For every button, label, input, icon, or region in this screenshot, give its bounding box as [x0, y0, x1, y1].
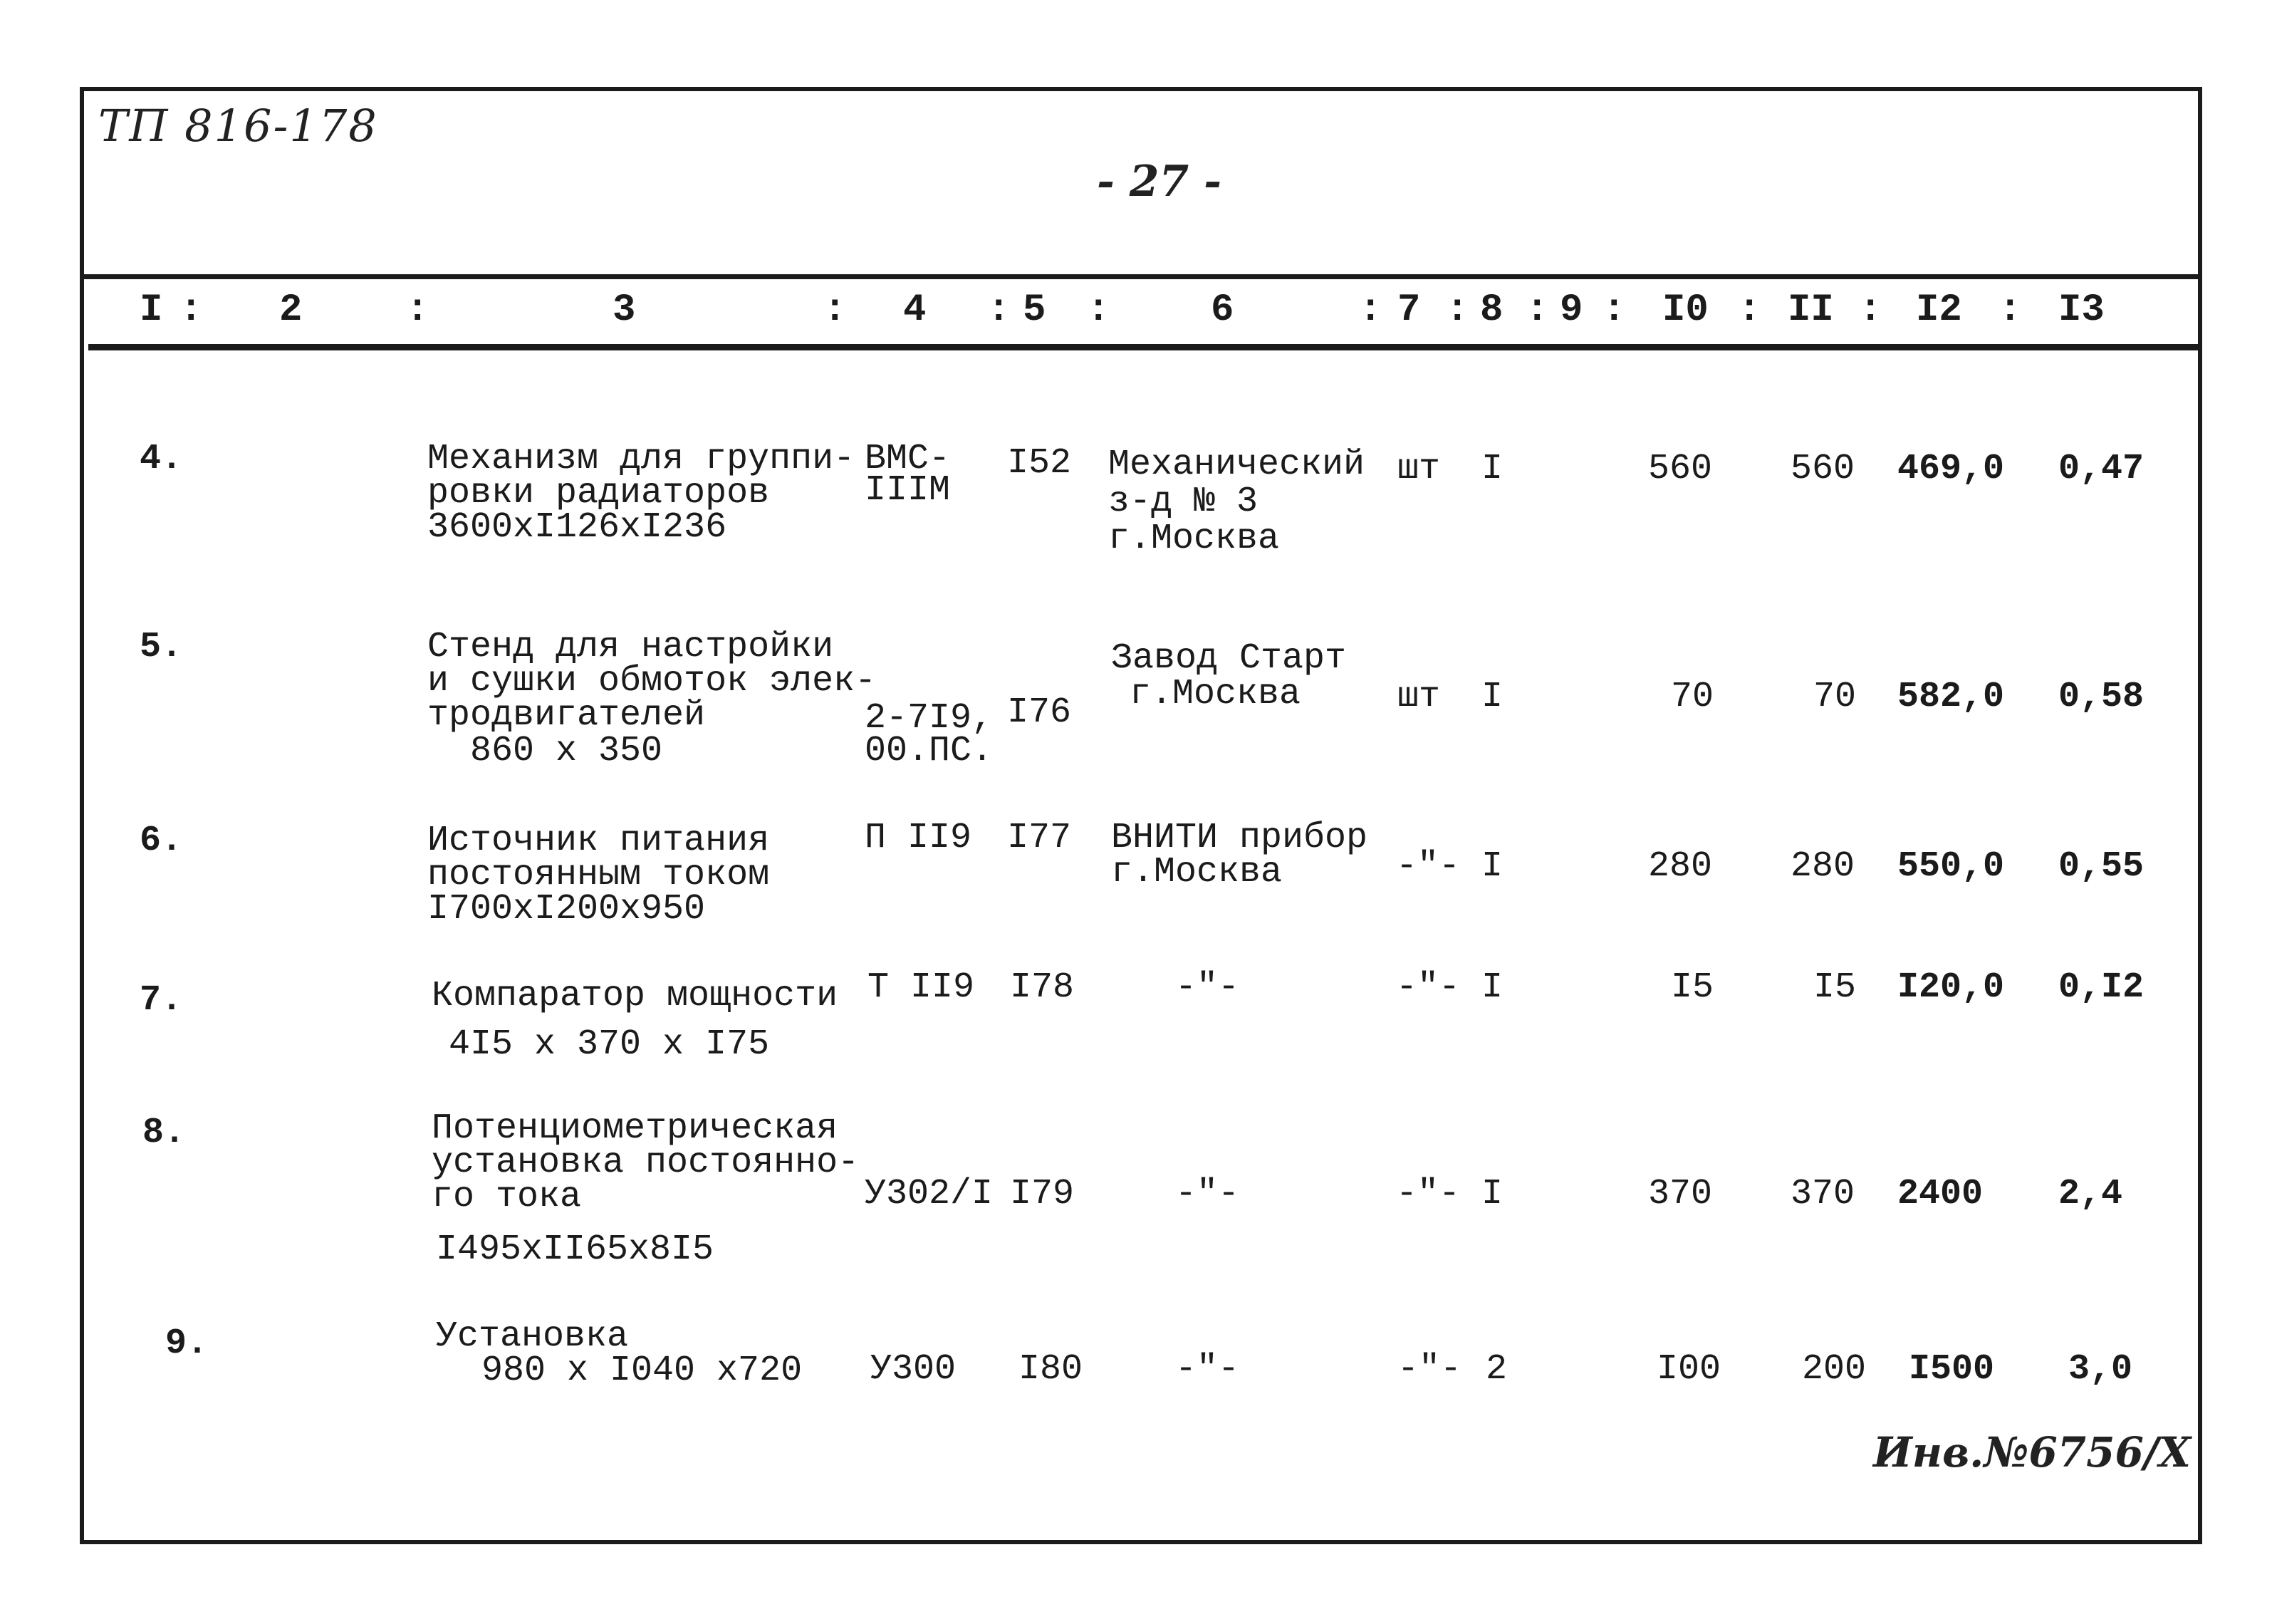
item-code-line: У302/I — [865, 1174, 994, 1214]
table-header-divider — [88, 344, 2198, 350]
item-code-line: ВМС- — [865, 439, 951, 479]
col-12-value: I20,0 — [1897, 967, 2005, 1008]
document-code: ТП 816-178 — [98, 100, 378, 152]
item-name-line: Потенциометрическая — [432, 1108, 838, 1149]
item-name-line: ровки радиаторов — [427, 473, 770, 514]
col-11-value: 200 — [1802, 1349, 1867, 1390]
col-11-value: 370 — [1791, 1174, 1855, 1214]
item-code-line: У300 — [870, 1349, 957, 1390]
col-13-value: 0,47 — [2058, 449, 2145, 489]
item-name-line: 4I5 х 370 х I75 — [449, 1024, 770, 1065]
manufacturer-line: -"- — [1175, 967, 1240, 1008]
col-separator: : — [1738, 288, 1761, 332]
page-frame — [80, 87, 2202, 1544]
col-separator: : — [1859, 288, 1882, 332]
unit: шт — [1397, 677, 1441, 717]
quantity: I — [1481, 677, 1504, 717]
manufacturer-line: -"- — [1175, 1349, 1240, 1390]
item-position: I79 — [1010, 1174, 1075, 1214]
col-12-value: 469,0 — [1897, 449, 2005, 489]
col-11-value: 280 — [1791, 846, 1855, 887]
col-separator: : — [1999, 288, 2022, 332]
col-header-4: 4 — [903, 288, 927, 332]
col-header-5: 5 — [1023, 288, 1046, 332]
row-number: 8. — [142, 1113, 186, 1153]
item-name-line: Стенд для настройки — [427, 627, 834, 667]
col-separator: : — [987, 288, 1011, 332]
row-number: 9. — [165, 1323, 209, 1364]
item-position: I52 — [1007, 443, 1072, 484]
unit: шт — [1397, 449, 1441, 489]
col-11-value: I5 — [1813, 967, 1857, 1008]
col-13-value: 2,4 — [2058, 1174, 2123, 1214]
item-code-line: 00.ПС. — [865, 731, 994, 771]
quantity: I — [1481, 1174, 1504, 1214]
item-name-line: Установка — [436, 1316, 629, 1357]
unit: -"- — [1396, 1174, 1461, 1214]
col-10-value: I00 — [1657, 1349, 1721, 1390]
manufacturer-line: г.Москва — [1108, 519, 1280, 559]
manufacturer-line: -"- — [1175, 1174, 1240, 1214]
col-12-value: 550,0 — [1897, 846, 2005, 887]
col-11-value: 70 — [1813, 677, 1857, 717]
item-name-line: 3600хI126хI236 — [427, 507, 727, 548]
manufacturer-line: Механический — [1108, 444, 1365, 485]
header-divider — [84, 274, 2202, 279]
col-10-value: 370 — [1648, 1174, 1713, 1214]
row-number: 5. — [140, 627, 183, 667]
col-10-value: 70 — [1671, 677, 1714, 717]
col-13-value: 0,58 — [2058, 677, 2145, 717]
item-name-line: Механизм для группи- — [427, 439, 855, 479]
col-separator: : — [1446, 288, 1469, 332]
col-header-6: 6 — [1211, 288, 1234, 332]
col-12-value: 2400 — [1897, 1174, 1984, 1214]
col-header-3: 3 — [613, 288, 636, 332]
unit: -"- — [1396, 967, 1461, 1008]
item-name-line: го тока — [432, 1177, 582, 1217]
quantity: I — [1481, 846, 1504, 887]
manufacturer-line: з-д № 3 — [1108, 482, 1259, 522]
quantity: I — [1481, 967, 1504, 1008]
col-header-7: 7 — [1397, 288, 1421, 332]
col-12-value: 582,0 — [1897, 677, 2005, 717]
col-header-10: I0 — [1662, 288, 1709, 332]
manufacturer-line: Завод Старт — [1111, 638, 1347, 679]
col-10-value: I5 — [1671, 967, 1714, 1008]
col-13-value: 0,I2 — [2058, 967, 2145, 1008]
manufacturer-line: ВНИТИ прибор — [1111, 818, 1368, 858]
item-position: I78 — [1010, 967, 1075, 1008]
item-name-line: и сушки обмоток элек- — [427, 661, 877, 702]
row-number: 6. — [140, 821, 183, 861]
item-code-line: П II9 — [865, 818, 972, 858]
item-name-line: установка постоянно- — [432, 1142, 860, 1183]
item-code-line: IIIМ — [865, 470, 951, 511]
item-name-line: Компаратор мощности — [432, 976, 838, 1016]
col-separator: : — [406, 288, 429, 332]
col-13-value: 3,0 — [2068, 1349, 2133, 1390]
col-13-value: 0,55 — [2058, 846, 2145, 887]
item-name-line: I495хII65х8I5 — [436, 1229, 714, 1270]
col-11-value: 560 — [1791, 449, 1855, 489]
col-separator: : — [1359, 288, 1382, 332]
item-name-line: Источник питания — [427, 821, 770, 861]
row-number: 7. — [140, 980, 183, 1021]
col-separator: : — [1087, 288, 1110, 332]
col-separator: : — [179, 288, 203, 332]
item-code-line: 2-7I9, — [865, 698, 994, 739]
col-header-11: II — [1788, 288, 1834, 332]
inventory-number: Инв.№6756/X — [1873, 1428, 2192, 1477]
quantity: 2 — [1486, 1349, 1508, 1390]
col-separator: : — [823, 288, 847, 332]
item-name-line: постоянным током — [427, 855, 770, 895]
item-code-line: Т II9 — [867, 967, 975, 1008]
col-12-value: I500 — [1909, 1349, 1995, 1390]
col-header-12: I2 — [1916, 288, 1962, 332]
col-10-value: 560 — [1648, 449, 1713, 489]
item-position: I77 — [1007, 818, 1072, 858]
manufacturer-line: г.Москва — [1130, 674, 1301, 714]
item-position: I76 — [1007, 692, 1072, 733]
col-header-2: 2 — [279, 288, 303, 332]
item-name-line: 980 х I040 х720 — [481, 1350, 803, 1391]
unit: -"- — [1397, 1349, 1462, 1390]
col-header-1: I — [140, 288, 163, 332]
row-number: 4. — [140, 439, 183, 479]
quantity: I — [1481, 449, 1504, 489]
col-10-value: 280 — [1648, 846, 1713, 887]
col-header-9: 9 — [1560, 288, 1583, 332]
manufacturer-line: г.Москва — [1111, 852, 1283, 892]
page-number: - 27 - — [1097, 157, 1222, 207]
item-position: I80 — [1018, 1349, 1083, 1390]
col-header-8: 8 — [1480, 288, 1504, 332]
item-name-line: I700хI200х950 — [427, 889, 706, 930]
item-name-line: тродвигателей — [427, 695, 706, 736]
col-header-13: I3 — [2058, 288, 2105, 332]
col-separator: : — [1603, 288, 1626, 332]
item-name-line: 860 х 350 — [470, 731, 663, 771]
unit: -"- — [1396, 846, 1461, 887]
col-separator: : — [1526, 288, 1549, 332]
